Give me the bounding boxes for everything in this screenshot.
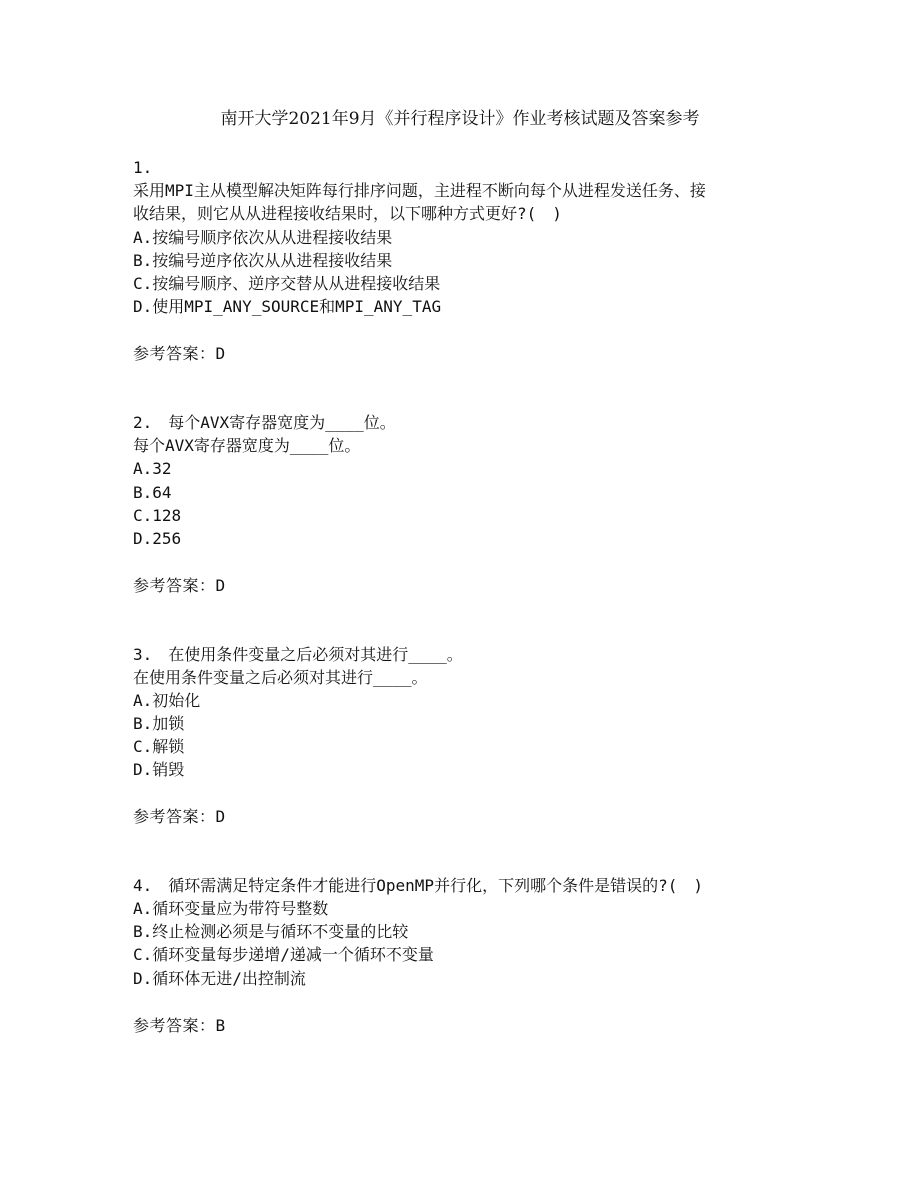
question-4-option-a: A.循环变量应为带符号整数 — [133, 899, 329, 918]
question-1-stem-line-2: 收结果，则它从从进程接收结果时，以下哪种方式更好?( ) — [133, 204, 562, 223]
question-2-number: 2. 每个AVX寄存器宽度为____位。 — [133, 413, 396, 432]
question-4-option-c: C.循环变量每步递增/递减一个循环不变量 — [133, 945, 434, 964]
question-2-answer: 参考答案：D — [133, 576, 226, 595]
question-1-option-a: A.按编号顺序依次从从进程接收结果 — [133, 228, 393, 247]
question-1-stem-line-1: 采用MPI主从模型解决矩阵每行排序问题，主进程不断向每个从进程发送任务、接 — [133, 181, 706, 200]
document-title: 南开大学2021年9月《并行程序设计》作业考核试题及答案参考 — [220, 109, 700, 129]
question-4-number: 4. 循环需满足特定条件才能进行OpenMP并行化，下列哪个条件是错误的?( ) — [133, 876, 703, 895]
question-2-option-b: B.64 — [133, 483, 172, 502]
question-2-option-c: C.128 — [133, 506, 182, 525]
question-3-number: 3. 在使用条件变量之后必须对其进行____。 — [133, 645, 463, 664]
question-3-option-d: D.销毁 — [133, 760, 185, 779]
question-1-option-b: B.按编号逆序依次从从进程接收结果 — [133, 251, 393, 270]
question-2-option-a: A.32 — [133, 459, 172, 478]
question-2-stem-line-1: 每个AVX寄存器宽度为____位。 — [133, 436, 361, 455]
question-1-option-c: C.按编号顺序、逆序交替从从进程接收结果 — [133, 274, 441, 293]
question-3-answer: 参考答案：D — [133, 807, 226, 826]
question-4-option-d: D.循环体无进/出控制流 — [133, 969, 306, 988]
question-1-number: 1. — [133, 158, 153, 177]
question-1-option-d: D.使用MPI_ANY_SOURCE和MPI_ANY_TAG — [133, 297, 442, 316]
question-3-stem-line-1: 在使用条件变量之后必须对其进行____。 — [133, 668, 428, 687]
question-3-option-b: B.加锁 — [133, 714, 185, 733]
question-3-option-c: C.解锁 — [133, 737, 185, 756]
question-4-answer: 参考答案：B — [133, 1016, 226, 1035]
question-4-option-b: B.终止检测必须是与循环不变量的比较 — [133, 922, 409, 941]
question-1-answer: 参考答案：D — [133, 344, 226, 363]
question-2-option-d: D.256 — [133, 529, 182, 548]
question-3-option-a: A.初始化 — [133, 691, 201, 710]
